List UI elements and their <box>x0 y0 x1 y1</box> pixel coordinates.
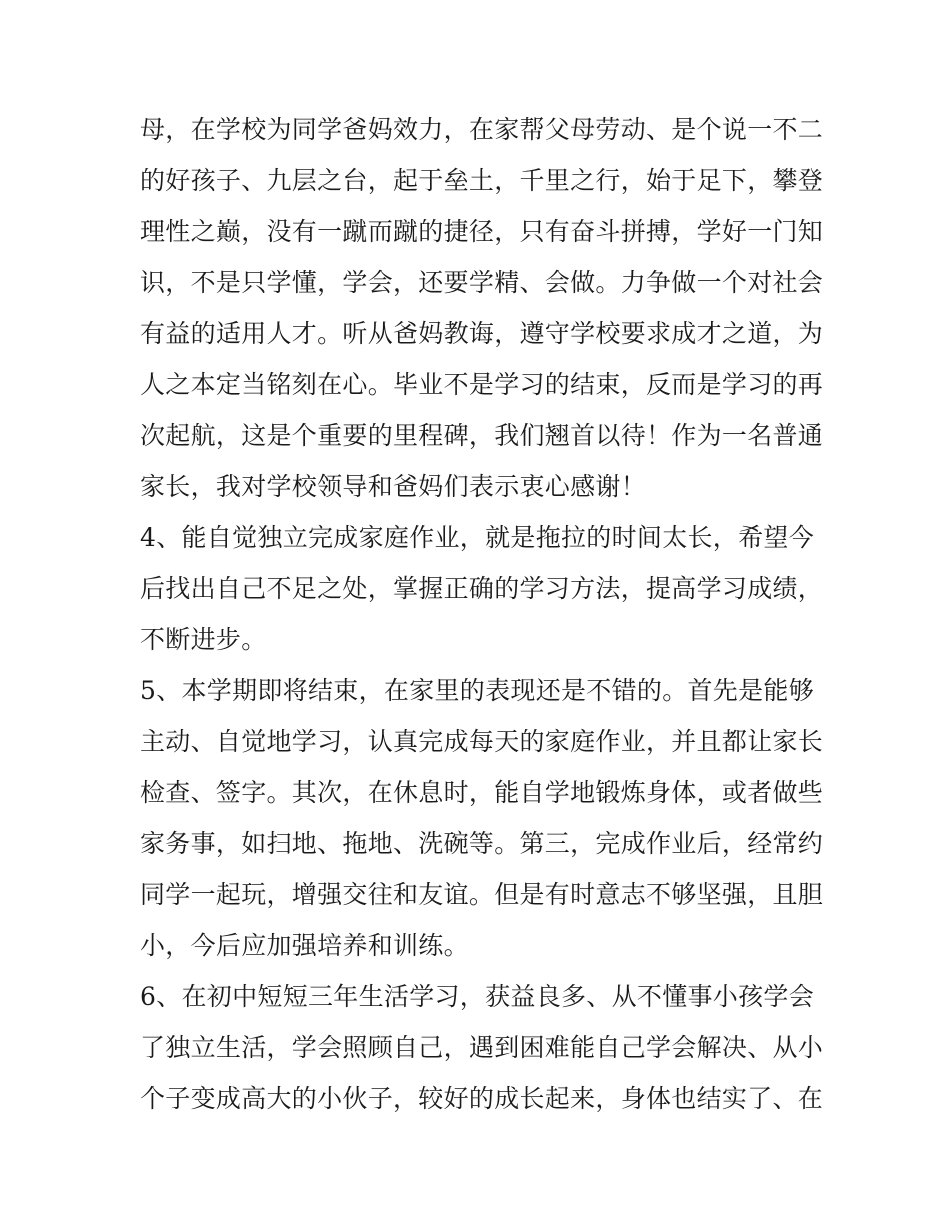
text-line: 的好孩子、九层之台，起于垒土，千里之行，始于足下，攀登 <box>140 166 824 195</box>
paragraph-item-6 <box>140 971 824 1124</box>
text-line: 4、能自觉独立完成家庭作业，就是拖拉的时间太长，希望今 <box>140 523 815 552</box>
text-line: 了独立生活，学会照顾自己，遇到困难能自己学会解决、从小 <box>140 1033 824 1062</box>
text-line: 理性之巅，没有一蹴而蹴的捷径，只有奋斗拼搏，学好一门知 <box>140 217 824 246</box>
text-line: 人之本定当铭刻在心。毕业不是学习的结束，反而是学习的再 <box>140 370 824 399</box>
text-line: 家务事，如扫地、拖地、洗碗等。第三，完成作业后，经常约 <box>140 829 824 858</box>
text-line: 家长，我对学校领导和爸妈们表示衷心感谢！ <box>140 472 647 501</box>
text-line: 识，不是只学懂，学会，还要学精、会做。力争做一个对社会 <box>140 268 824 297</box>
paragraph-item-5 <box>140 665 824 971</box>
text-line: 不断进步。 <box>140 625 267 654</box>
paragraph-1 <box>140 104 824 512</box>
text-line: 母，在学校为同学爸妈效力，在家帮父母劳动、是个说一不二 <box>140 115 824 144</box>
text-line: 个子变成高大的小伙子，较好的成长起来，身体也结实了、在 <box>140 1084 824 1113</box>
text-line: 小，今后应加强培养和训练。 <box>140 931 469 960</box>
text-line: 后找出自己不足之处，掌握正确的学习方法，提高学习成绩， <box>140 574 824 603</box>
text-line: 主动、自觉地学习，认真完成每天的家庭作业，并且都让家长 <box>140 727 824 756</box>
document-body <box>140 104 824 1124</box>
text-line: 检查、签字。其次，在休息时，能自学地锻炼身体，或者做些 <box>140 778 824 807</box>
text-line: 5、本学期即将结束，在家里的表现还是不错的。首先是能够 <box>140 676 815 705</box>
text-line: 同学一起玩，增强交往和友谊。但是有时意志不够坚强，且胆 <box>140 880 824 909</box>
text-line: 有益的适用人才。听从爸妈教诲，遵守学校要求成才之道，为 <box>140 319 824 348</box>
text-line: 6、在初中短短三年生活学习，获益良多、从不懂事小孩学会 <box>140 982 815 1011</box>
text-line: 次起航，这是个重要的里程碑，我们翘首以待！作为一名普通 <box>140 421 824 450</box>
paragraph-item-4 <box>140 512 824 665</box>
